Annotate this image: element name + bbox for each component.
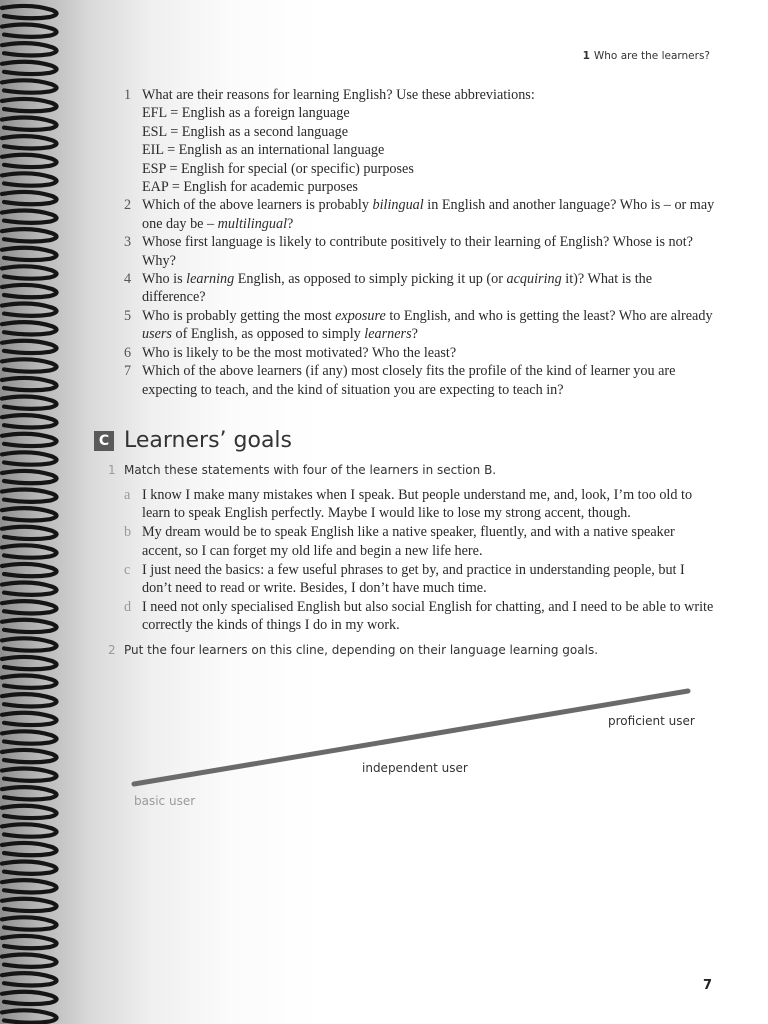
- question-text-part: it)? What is the difference?: [142, 271, 653, 306]
- chapter-number: 1: [582, 50, 590, 62]
- statement-letter: b: [124, 524, 132, 541]
- abbreviation-esp: ESP = English for special (or specific) purposes: [142, 160, 414, 177]
- abbreviation-efl: EFL = English as a foreign language: [142, 105, 350, 122]
- task-text: Match these statements with four of the learners in section B.: [124, 463, 497, 477]
- question-text-part: ?: [411, 326, 418, 343]
- section-title: Learners’ goals: [124, 428, 292, 453]
- question-text: Whose first language is likely to contribute positively to their learning of English? Whose is not? Why?: [142, 234, 693, 269]
- task-number: 1: [108, 463, 116, 477]
- question-number: 4: [124, 271, 132, 288]
- cline-label-independent: independent user: [362, 761, 468, 775]
- question-text-part: Who is probably getting the most: [142, 307, 336, 324]
- question-text-part: Who is: [142, 271, 187, 288]
- question-term: bilingual: [372, 197, 424, 214]
- question-text: Which of the above learners (if any) most closely fits the profile of the kind of learner you are expecting to teach, and the kind of situation you are expecting to teach in?: [142, 363, 676, 398]
- section-letter-badge: C: [94, 431, 114, 451]
- question-text-part: Which of the above learners is probably: [142, 197, 373, 214]
- question-term: exposure: [335, 307, 386, 324]
- question-text-part: English, as opposed to simply picking it up (or: [234, 271, 507, 288]
- chapter-title: Who are the learners?: [593, 50, 710, 62]
- task-text: Put the four learners on this cline, depending on their language learning goals.: [124, 643, 599, 657]
- question-term: learners: [364, 326, 412, 343]
- statement-letter: a: [124, 487, 131, 503]
- question-number: 2: [124, 197, 132, 214]
- statement-text: I just need the basics: a few useful phrases to get by, and practice in understanding people, but I don’t need to read or write. Besides, I don’t have much time.: [142, 561, 685, 597]
- question-number: 5: [124, 307, 132, 324]
- cline-label-proficient: proficient user: [608, 714, 695, 728]
- question-term: users: [142, 326, 172, 343]
- question-number: 3: [124, 234, 132, 251]
- question-number: 6: [124, 344, 132, 361]
- page-number: 7: [702, 978, 712, 993]
- question-term: multilingual: [217, 215, 288, 232]
- question-text: Who is likely to be the most motivated? Who the least?: [142, 344, 457, 361]
- task-number: 2: [108, 643, 116, 657]
- question-term: learning: [186, 271, 235, 288]
- cline-label-basic: basic user: [134, 794, 196, 808]
- question-text-part: to English, and who is getting the least? Who are already: [385, 307, 713, 324]
- question-number: 7: [124, 363, 132, 380]
- statement-text: I know I make many mistakes when I speak. But people understand me, and, look, I’m too old to learn to speak English perfectly. Maybe I would like to lose my strong accent, though.: [142, 487, 693, 522]
- question-text-part: in English and another language? Who is – or may one day be –: [142, 197, 715, 232]
- abbreviation-esl: ESL = English as a second language: [142, 123, 349, 140]
- abbreviation-eap: EAP = English for academic purposes: [142, 179, 358, 196]
- statement-letter: d: [124, 598, 132, 615]
- question-text-part: ?: [287, 215, 294, 232]
- question-term: acquiring: [506, 271, 562, 288]
- abbreviation-eil: EIL = English as an international language: [142, 142, 385, 159]
- question-text: What are their reasons for learning English? Use these abbreviations:: [142, 87, 535, 103]
- statement-text: I need not only specialised English but also social English for chatting, and I need to be able to write correctly the kinds of things I do in my work.: [142, 598, 714, 634]
- question-text-part: of English, as opposed to simply: [171, 326, 365, 343]
- statement-text: My dream would be to speak English like a native speaker, fluently, and with a native speaker accent, so I can forget my old life and begin a new life here.: [142, 524, 675, 559]
- question-number: 1: [124, 87, 132, 103]
- statement-letter: c: [124, 561, 131, 578]
